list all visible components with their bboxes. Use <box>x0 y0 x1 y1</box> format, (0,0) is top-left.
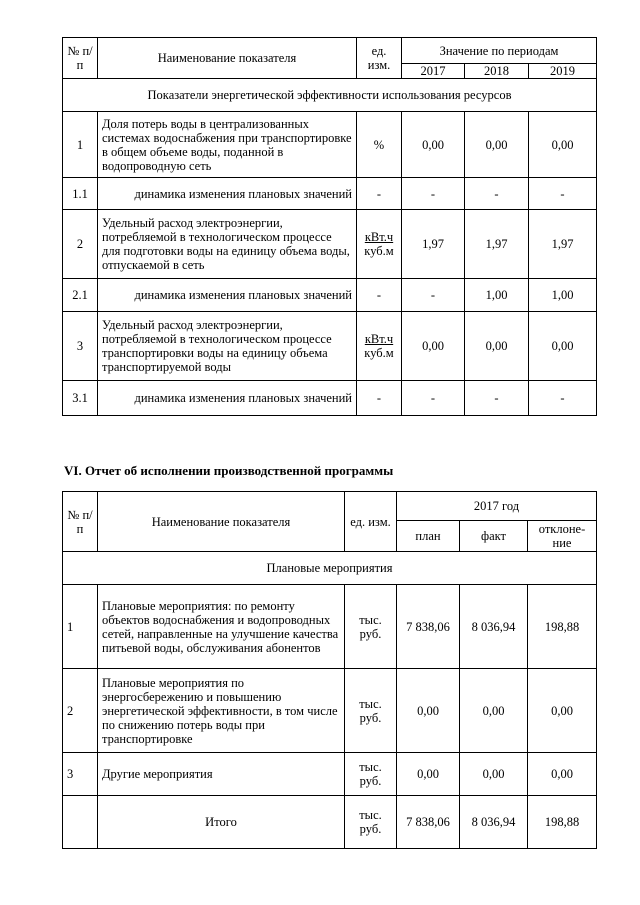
energy-efficiency-table <box>62 37 597 416</box>
unit-denominator: куб.м <box>364 244 394 258</box>
row-value-2018: - <box>465 178 529 210</box>
section-title: Плановые мероприятия <box>63 552 597 585</box>
row-num: 2.1 <box>63 279 98 312</box>
table-row <box>63 585 597 669</box>
unit-denominator: куб.м <box>364 346 394 360</box>
row-num: 2 <box>63 210 98 279</box>
row-num: 1.1 <box>63 178 98 210</box>
row-name: Другие мероприятия <box>98 753 345 796</box>
row-value-2017: - <box>402 279 465 312</box>
row-name: Доля потерь воды в централизованных системах водоснабжения при транспортировке в общем объеме воды, поданной в водопроводную сеть <box>98 112 357 178</box>
row-plan: 0,00 <box>397 669 460 753</box>
header-plan: план <box>397 521 460 552</box>
row-name: динамика изменения плановых значений <box>98 381 357 416</box>
header-num: № п/п <box>63 38 98 79</box>
row-deviation: 0,00 <box>528 753 597 796</box>
row-value-2019: 1,00 <box>529 279 597 312</box>
row-unit: - <box>357 381 402 416</box>
header-year-2017: 2017 <box>402 64 465 79</box>
row-deviation: 198,88 <box>528 585 597 669</box>
row-value-2019: - <box>529 178 597 210</box>
row-fact: 8 036,94 <box>460 585 528 669</box>
table-row <box>63 112 597 178</box>
header-fact: факт <box>460 521 528 552</box>
total-plan: 7 838,06 <box>397 796 460 849</box>
row-num: 3 <box>63 312 98 381</box>
table-row <box>63 279 597 312</box>
row-unit: - <box>357 178 402 210</box>
row-name: Плановые мероприятия по энергосбережению и повышению энергетической эффективности, в том числе по снижению потерь воды при транспортировке <box>98 669 345 753</box>
row-value-2018: - <box>465 381 529 416</box>
header-name: Наименование показателя <box>98 38 357 79</box>
row-unit <box>357 210 402 279</box>
header-deviation: отклоне-ние <box>528 521 597 552</box>
row-value-2019: 0,00 <box>529 312 597 381</box>
row-value-2018: 1,00 <box>465 279 529 312</box>
row-fact: 0,00 <box>460 669 528 753</box>
row-name: Плановые мероприятия: по ремонту объектов водоснабжения и водопроводных сетей, направленные на улучшение качества питьевой воды, обслуживания абонентов <box>98 585 345 669</box>
row-unit: тыс. руб. <box>345 753 397 796</box>
row-num: 1 <box>63 585 98 669</box>
table-row <box>63 381 597 416</box>
row-value-2018: 0,00 <box>465 312 529 381</box>
row-unit: тыс. руб. <box>345 585 397 669</box>
row-value-2017: 0,00 <box>402 112 465 178</box>
row-name: динамика изменения плановых значений <box>98 279 357 312</box>
total-name: Итого <box>98 796 345 849</box>
row-value-2019: - <box>529 381 597 416</box>
header-num: № п/п <box>63 492 98 552</box>
row-plan: 0,00 <box>397 753 460 796</box>
row-unit: - <box>357 279 402 312</box>
row-name: Удельный расход электроэнергии, потребляемой в технологическом процессе транспортировки воды на единицу объема транспортируемой воды <box>98 312 357 381</box>
production-program-table <box>62 491 597 849</box>
section-title: Показатели энергетической эффективности использования ресурсов <box>63 79 597 112</box>
total-deviation: 198,88 <box>528 796 597 849</box>
row-value-2019: 1,97 <box>529 210 597 279</box>
total-fact: 8 036,94 <box>460 796 528 849</box>
row-unit <box>357 312 402 381</box>
row-num: 2 <box>63 669 98 753</box>
row-value-2017: 1,97 <box>402 210 465 279</box>
header-periods: Значение по периодам <box>402 38 597 64</box>
unit-top: % <box>373 137 385 152</box>
row-num: 3.1 <box>63 381 98 416</box>
table-row <box>63 210 597 279</box>
table-row <box>63 669 597 753</box>
row-value-2019: 0,00 <box>529 112 597 178</box>
row-value-2017: - <box>402 178 465 210</box>
row-plan: 7 838,06 <box>397 585 460 669</box>
table-row <box>63 753 597 796</box>
row-value-2018: 0,00 <box>465 112 529 178</box>
header-year: 2017 год <box>397 492 597 521</box>
table-row <box>63 312 597 381</box>
row-unit <box>357 112 402 178</box>
header-name: Наименование показателя <box>98 492 345 552</box>
total-unit: тыс. руб. <box>345 796 397 849</box>
row-value-2017: - <box>402 381 465 416</box>
header-year-2019: 2019 <box>529 64 597 79</box>
unit-numerator: кВт.ч <box>364 332 394 346</box>
header-unit: ед. изм. <box>345 492 397 552</box>
row-deviation: 0,00 <box>528 669 597 753</box>
row-unit: тыс. руб. <box>345 669 397 753</box>
table-row <box>63 178 597 210</box>
row-name: динамика изменения плановых значений <box>98 178 357 210</box>
row-num: 1 <box>63 112 98 178</box>
row-fact: 0,00 <box>460 753 528 796</box>
header-unit: ед. изм. <box>357 38 402 79</box>
total-row <box>63 796 597 849</box>
row-name: Удельный расход электроэнергии, потребляемой в технологическом процессе для подготовки воды на единицу объема воды, отпускаемой в сеть <box>98 210 357 279</box>
header-year-2018: 2018 <box>465 64 529 79</box>
row-num: 3 <box>63 753 98 796</box>
unit-numerator: кВт.ч <box>364 230 394 244</box>
total-num <box>63 796 98 849</box>
row-value-2018: 1,97 <box>465 210 529 279</box>
row-value-2017: 0,00 <box>402 312 465 381</box>
section-heading: VI. Отчет об исполнении производственной программы <box>64 463 394 478</box>
